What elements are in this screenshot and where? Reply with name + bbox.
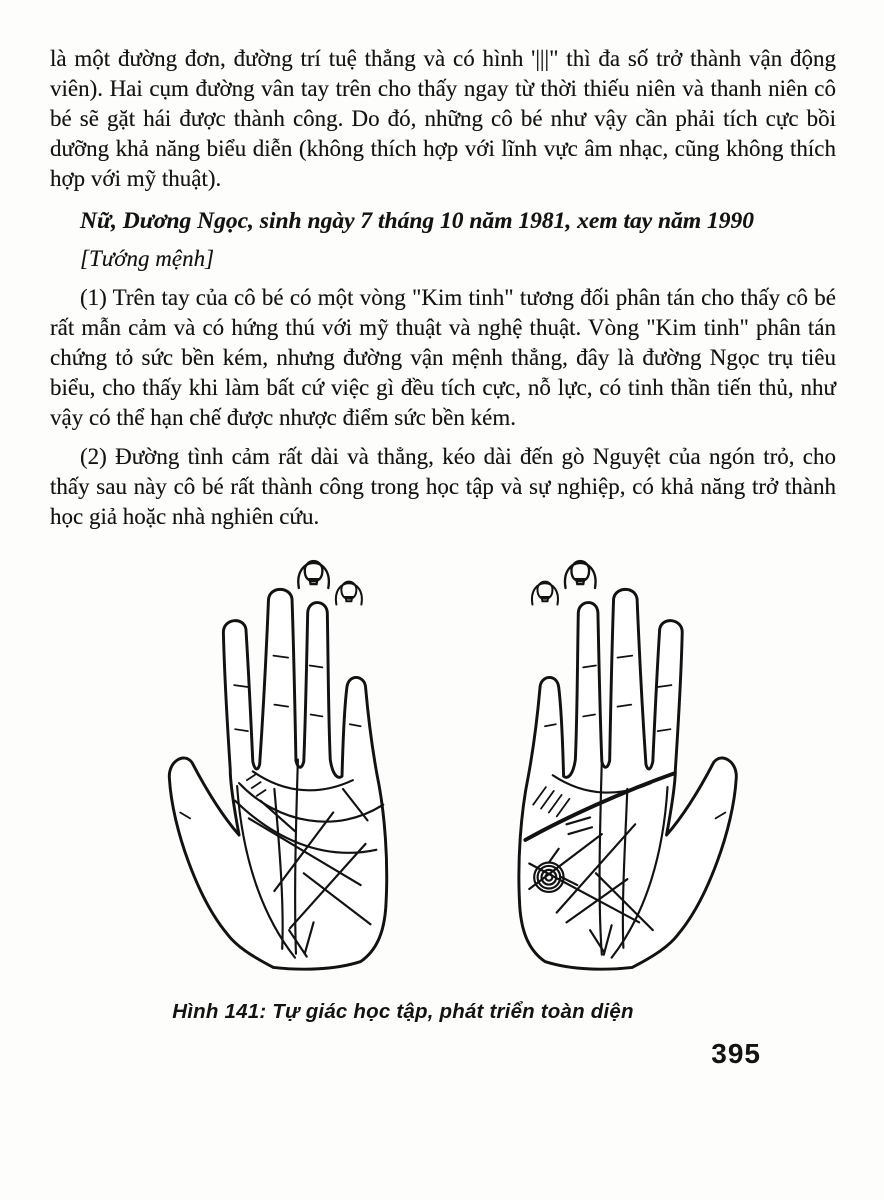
paragraph-1: (1) Trên tay của cô bé có một vòng "Kim tinh" tương đối phân tán cho thấy cô bé rất mẫn cảm và có hứng thú với mỹ thuật và nghệ thuật. Vòng "Kim tinh" phân tán chứng tỏ sức bền kém, nhưng đường vận mệnh thẳng, đây là đường Ngọc trụ tiêu biểu, cho thấy khi làm bất cứ việc gì đều tích cực, nỗ lực, có tinh thần tiến thủ, như vậy có thể hạn chế được nhược điểm sức bền kém. <box>50 285 836 430</box>
section-label: [Tướng mệnh] <box>80 246 215 271</box>
page-number: 395 <box>711 1038 761 1069</box>
figure-caption: Hình 141: Tự giác học tập, phát triển toàn diện <box>172 1000 634 1023</box>
case-heading: Nữ, Dương Ngọc, sinh ngày 7 tháng 10 năm 1981, xem tay năm 1990 <box>80 208 755 234</box>
palm-illustration <box>129 538 757 989</box>
paragraph-2: (2) Đường tình cảm rất dài và thẳng, kéo dài đến gò Nguyệt của ngón trỏ, cho thấy sau này cô bé rất thành công trong học tập và sự nghiệp, có khả năng trở thành học giả hoặc nhà nghiên cứu. <box>50 444 836 529</box>
paragraph-continuation: là một đường đơn, đường trí tuệ thẳng và có hình '|||" thì đa số trở thành vận động viên). Hai cụm đường vân tay trên cho thấy ngay từ thời thiếu niên và thanh niên cô bé sẽ gặt hái được thành công. Do đó, những cô bé như vậy cần phải tích cực bồi dưỡng khả năng biểu diễn (không thích hợp với lĩnh vực âm nhạc, cũng không thích hợp với mỹ thuật). <box>50 46 836 191</box>
palm-figure <box>50 538 836 1024</box>
text-block <box>50 44 836 532</box>
